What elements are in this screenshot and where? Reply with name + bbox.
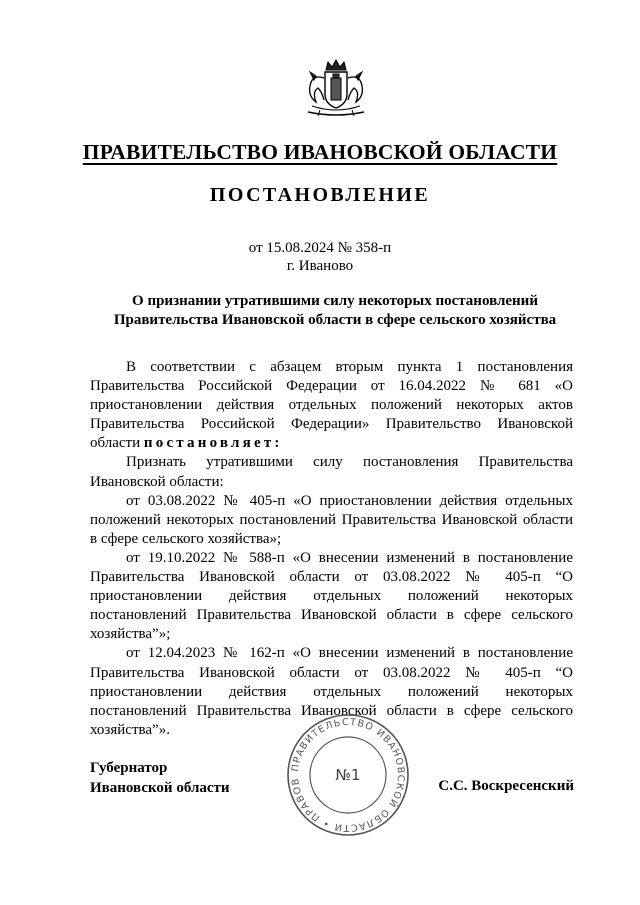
intro-paragraph: В соответствии с абзацем вторым пункта 1 постановления Правительства Российской Федерации от 16.04.2022 № 681 «О приостановлении действия отдельных положений некоторых актов Правительства Российской Федерации» Правительство Ивановской области постановляет: — [90, 359, 573, 452]
stamp-ring-text: ПРАВИТЕЛЬСТВО ИВАНОВСКОЙ ОБЛАСТИ • ПРАВОВ — [289, 716, 407, 834]
stamp-number: №1 — [335, 766, 361, 784]
coat-of-arms-icon — [296, 56, 376, 122]
document-title — [90, 292, 580, 330]
decree-word: постановляет: — [143, 435, 283, 452]
document-city: г. Иваново — [286, 258, 354, 274]
paragraph-1: Признать утратившими силу постановления Правительства Ивановской области: — [90, 454, 573, 490]
signatory-position: Губернатор Ивановской области — [90, 760, 230, 796]
organization-name: ПРАВИТЕЛЬСТВО ИВАНОВСКОЙ ОБЛАСТИ — [82, 140, 558, 164]
document-type: ПОСТАНОВЛЕНИЕ — [209, 184, 431, 206]
document-date-number: от 15.08.2024 № 358-п — [248, 240, 392, 256]
official-stamp — [285, 712, 411, 838]
document-body — [90, 358, 573, 740]
signatory-name: С.С. Воскресенский — [438, 778, 574, 794]
paragraph-4: от 12.04.2023 № 162-п «О внесении изменений в постановление Правительства Ивановской области от 03.08.2022 № 405-п “О приостановлении действия отдельных положений некоторых постановлений Правительства Ивановской области в сфере сельского хозяйства”». — [90, 645, 573, 738]
title-line-1: О признании утратившими силу некоторых постановлений — [132, 293, 538, 309]
paragraph-2: от 03.08.2022 № 405-п «О приостановлении действия отдельных положений некоторых постановлений Правительства Ивановской области в сфере сельского хозяйства»; — [90, 492, 573, 547]
title-line-2: Правительства Ивановской области в сфере сельского хозяйства — [113, 312, 557, 328]
paragraph-3: от 19.10.2022 № 588-п «О внесении изменений в постановление Правительства Ивановской области от 03.08.2022 № 405-п “О приостановлении действия отдельных положений некоторых постановлений Правительства Ивановской области в сфере сельского хозяйства”»; — [90, 549, 573, 643]
